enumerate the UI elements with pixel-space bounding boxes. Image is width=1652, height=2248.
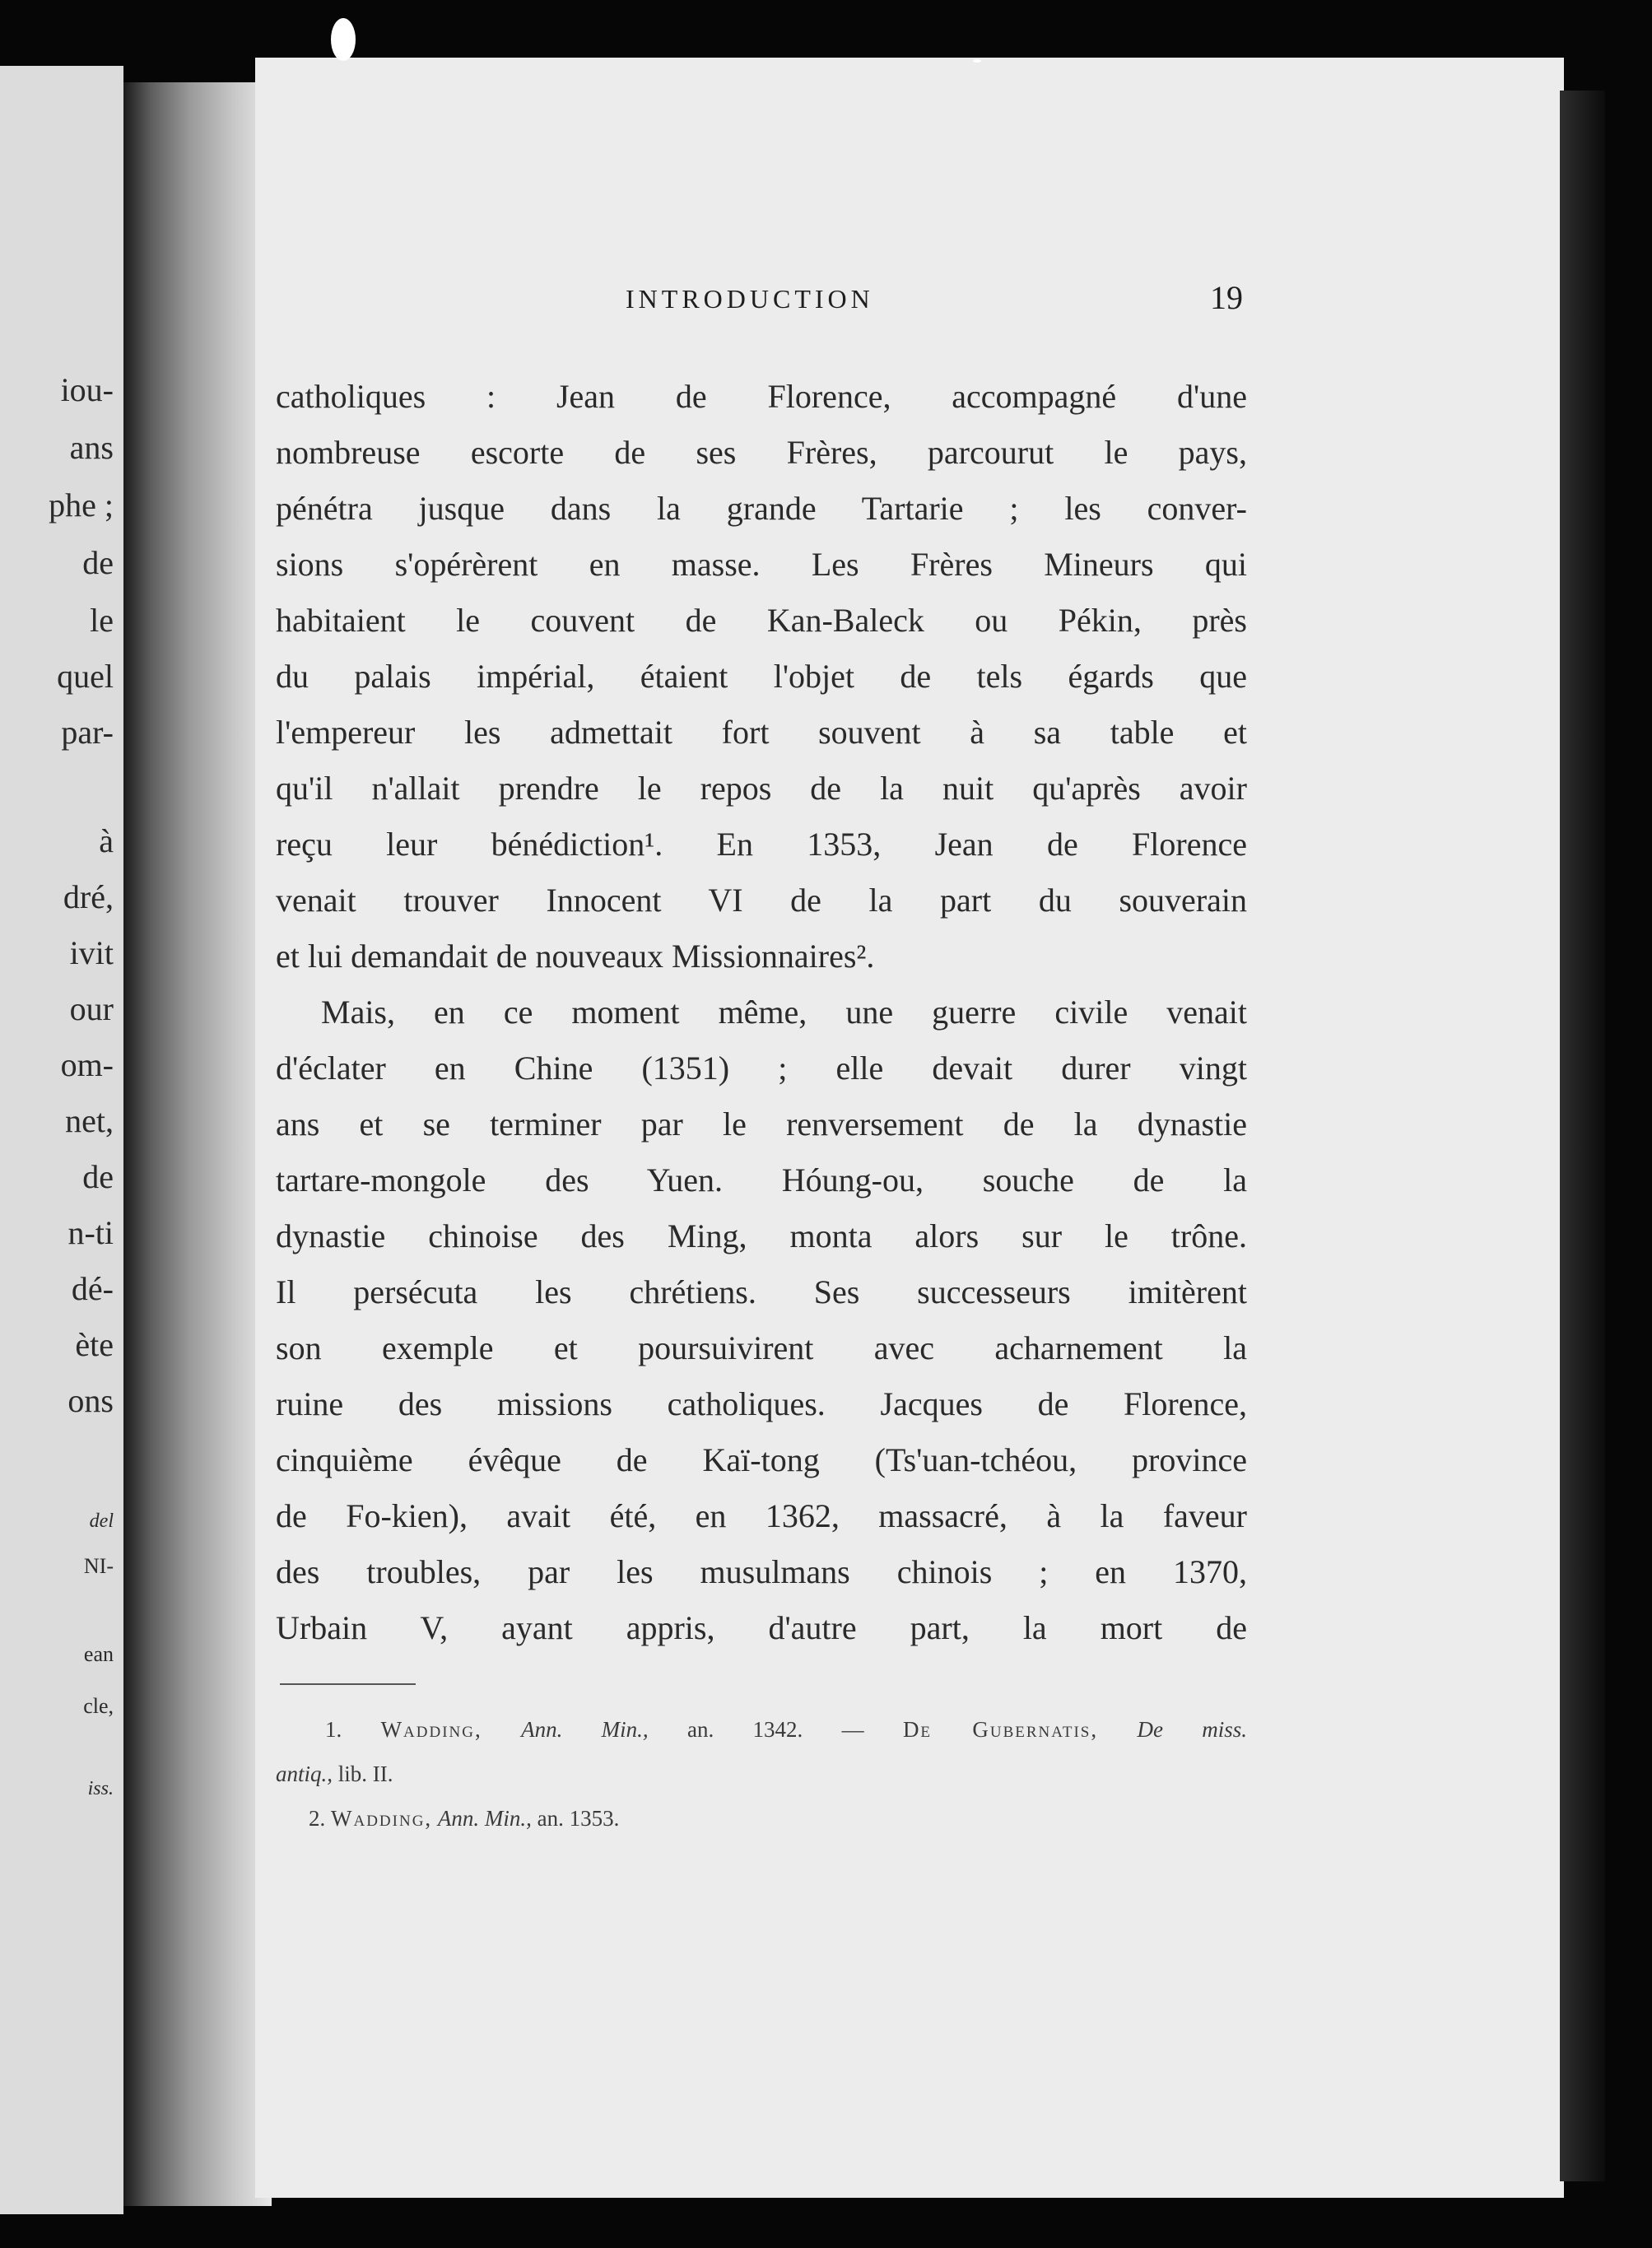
left-fragment: dré, — [63, 878, 114, 915]
left-fragment: cle, — [83, 1694, 114, 1718]
left-facing-page — [0, 66, 123, 2214]
footnote-author: De Gubernatis, — [902, 1717, 1099, 1742]
left-fragment: ans — [69, 429, 114, 466]
body-line: Urbain V, ayant appris, d'autre part, la mort de — [276, 1609, 1247, 1646]
footnote-author: Wadding, — [380, 1717, 482, 1742]
footnote-year: an. 1353. — [537, 1806, 620, 1831]
footnote-title: Ann. Min., — [437, 1806, 532, 1831]
body-line: tartare-mongole des Yuen. Hóung-ou, souche de la — [276, 1161, 1247, 1198]
body-line: pénétra jusque dans la grande Tartarie ; les conver- — [276, 490, 1247, 527]
left-fragment: om- — [60, 1046, 114, 1083]
left-fragment: quel — [57, 658, 114, 695]
body-line: nombreuse escorte de ses Frères, parcourut le pays, — [276, 434, 1247, 471]
left-fragment: iou- — [60, 371, 114, 408]
left-fragment: n-ti — [67, 1214, 114, 1251]
body-line: de Fo-kien), avait été, en 1362, massacré, à la faveur — [276, 1497, 1247, 1534]
book-gutter-shadow — [123, 82, 272, 2206]
body-line: sions s'opérèrent en masse. Les Frères Mineurs qui — [276, 546, 1247, 583]
footnote-1 — [276, 1719, 1247, 1741]
left-fragment: de — [82, 544, 114, 581]
body-line: catholiques : Jean de Florence, accompagné d'une — [276, 378, 1247, 415]
left-fragment: phe ; — [49, 486, 114, 524]
body-line: venait trouver Innocent VI de la part du souverain — [276, 882, 1247, 919]
left-fragment: par- — [61, 714, 114, 751]
left-fragment: del — [89, 1510, 114, 1532]
footnote-number: 1. — [325, 1717, 342, 1742]
left-fragment: ète — [75, 1326, 114, 1363]
left-fragment: NI- — [83, 1554, 114, 1578]
left-fragment: net, — [65, 1102, 114, 1139]
body-line: qu'il n'allait prendre le repos de la nuit qu'après avoir — [276, 770, 1247, 807]
body-line: reçu leur bénédiction¹. En 1353, Jean de Florence — [276, 826, 1247, 863]
left-fragment: le — [90, 602, 114, 639]
body-line: d'éclater en Chine (1351) ; elle devait durer vingt — [276, 1050, 1247, 1087]
footnote-title: antiq., — [276, 1762, 333, 1786]
body-line: ruine des missions catholiques. Jacques de Florence, — [276, 1385, 1247, 1422]
body-line: son exemple et poursuivirent avec acharnement la — [276, 1329, 1247, 1366]
left-fragment: à — [99, 822, 114, 859]
body-line: Il persécuta les chrétiens. Ses successeurs imitèrent — [276, 1273, 1247, 1310]
left-fragment: our — [69, 990, 114, 1027]
left-fragment: de — [82, 1158, 114, 1195]
body-line: ans et se terminer par le renversement de la dynastie — [276, 1105, 1247, 1143]
left-fragment: iss. — [87, 1778, 114, 1799]
left-fragment: ons — [67, 1382, 114, 1419]
footnote-number: 2. — [309, 1806, 326, 1831]
body-line: du palais impérial, étaient l'objet de tels égards que — [276, 658, 1247, 695]
body-line: habitaient le couvent de Kan-Baleck ou Pékin, près — [276, 602, 1247, 639]
footnote-2 — [276, 1808, 1280, 1830]
page-edge-shadow — [1560, 91, 1605, 2181]
body-line: et lui demandait de nouveaux Missionnaires². — [276, 938, 875, 975]
paragraph-start-line: Mais, en ce moment même, une guerre civile venait — [321, 994, 1247, 1031]
footnote-1-continued — [276, 1763, 1247, 1785]
left-fragment: ean — [83, 1642, 114, 1666]
footnote-year: an. 1342. — — [686, 1717, 864, 1742]
footnote-author: Wadding, — [331, 1806, 433, 1831]
footnote-reference: lib. II. — [337, 1762, 393, 1786]
scan-speck — [331, 18, 356, 61]
left-fragment: dé- — [71, 1270, 114, 1307]
body-line: l'empereur les admettait fort souvent à sa table et — [276, 714, 1247, 751]
body-line: des troubles, par les musulmans chinois ; en 1370, — [276, 1553, 1247, 1590]
footnote-title: Ann. Min., — [521, 1717, 649, 1742]
footnote-title: De miss. — [1137, 1717, 1248, 1742]
footnote-rule — [280, 1683, 416, 1685]
left-fragment: ivit — [69, 934, 114, 971]
scan-speck — [973, 59, 981, 63]
body-line: dynastie chinoise des Ming, monta alors sur le trône. — [276, 1217, 1247, 1254]
page-number: 19 — [1210, 279, 1243, 316]
running-head: INTRODUCTION — [626, 284, 874, 314]
body-line: cinquième évêque de Kaï-tong (Ts'uan-tchéou, province — [276, 1441, 1247, 1478]
